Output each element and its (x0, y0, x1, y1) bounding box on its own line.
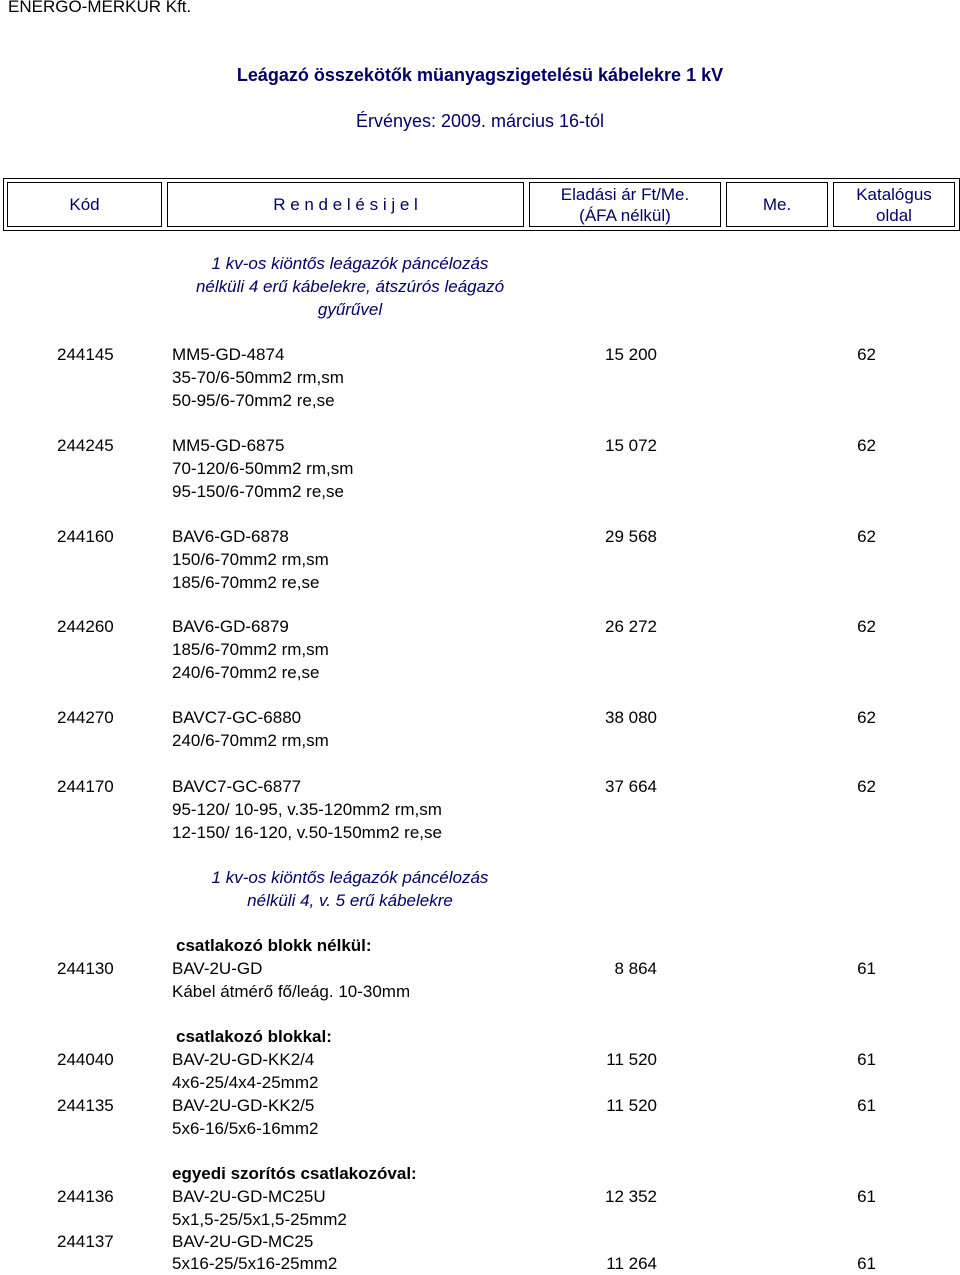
product-name: BAV6-GD-6879 (172, 617, 289, 636)
product-name: BAV6-GD-6878 (172, 527, 289, 546)
product-price: 15 072 (605, 436, 657, 455)
product-price: 26 272 (605, 617, 657, 636)
product-price: 29 568 (605, 527, 657, 546)
product-code: 244136 (57, 1187, 114, 1206)
product-code: 244130 (57, 959, 114, 978)
catalog-page: 62 (857, 527, 876, 546)
product-code: 244245 (57, 436, 114, 455)
product-price: 11 520 (606, 1096, 657, 1115)
table-header (3, 178, 960, 231)
product-code: 244137 (57, 1232, 114, 1251)
product-price: 38 080 (605, 708, 657, 727)
product-name: BAVC7-GC-6880 (172, 708, 302, 727)
product-spec: 150/6-70mm2 rm,sm (172, 550, 329, 569)
header-catalog-page: Katalógus oldal (833, 182, 955, 227)
catalog-page: 62 (857, 436, 876, 455)
product-code: 244040 (57, 1050, 114, 1069)
product-price: 11 520 (606, 1050, 657, 1069)
product-price: 37 664 (605, 777, 657, 796)
product-spec: 5x6-16/5x6-16mm2 (172, 1119, 319, 1138)
product-name: BAV-2U-GD (172, 959, 263, 978)
product-code: 244135 (57, 1096, 114, 1115)
product-spec: 185/6-70mm2 re,se (172, 573, 320, 592)
product-code: 244270 (57, 708, 114, 727)
catalog-page: 62 (857, 617, 876, 636)
header-order-code: R e n d e l é s i j e l (167, 182, 524, 227)
header-price: Eladási ár Ft/Me. (ÁFA nélkül) (529, 182, 721, 227)
catalog-page: 62 (857, 345, 876, 364)
product-spec: 70-120/6-50mm2 rm,sm (172, 459, 354, 478)
product-name: BAVC7-GC-6877 (172, 777, 302, 796)
catalog-page: 61 (857, 1254, 876, 1273)
header-unit: Me. (726, 182, 828, 227)
catalog-page: 61 (857, 1187, 876, 1206)
section-heading: 1 kv-os kiöntős leágazók páncélozás (211, 254, 489, 273)
product-code: 244160 (57, 527, 114, 546)
section-heading: gyűrűvel (317, 300, 383, 319)
product-price: 11 264 (606, 1254, 657, 1273)
product-spec: 95-150/6-70mm2 re,se (172, 482, 344, 501)
catalog-page: 61 (857, 959, 876, 978)
product-code: 244145 (57, 345, 114, 364)
product-spec: 12-150/ 16-120, v.50-150mm2 re,se (172, 823, 442, 842)
product-name: BAV-2U-GD-KK2/4 (172, 1050, 315, 1069)
page-title: Leágazó összekötők müanyagszigetelésü kábelekre 1 kV (236, 65, 724, 85)
section-heading: nélküli 4, v. 5 erű kábelekre (247, 891, 453, 910)
product-spec: 5x16-25/5x16-25mm2 (172, 1254, 338, 1273)
company-name: ENERGO-MERKUR Kft. (8, 0, 192, 16)
product-spec: 240/6-70mm2 re,se (172, 663, 320, 682)
product-name: BAV-2U-GD-MC25 (172, 1232, 314, 1251)
catalog-page: 61 (857, 1050, 876, 1069)
product-spec: 50-95/6-70mm2 re,se (172, 391, 335, 410)
validity-date: Érvényes: 2009. március 16-tól (355, 111, 605, 131)
product-name: MM5-GD-6875 (172, 436, 285, 455)
subsection-heading: csatlakozó blokk nélkül: (176, 936, 372, 955)
product-spec: Kábel átmérő fő/leág. 10-30mm (172, 982, 411, 1001)
product-name: BAV-2U-GD-MC25U (172, 1187, 326, 1206)
product-spec: 240/6-70mm2 rm,sm (172, 731, 329, 750)
product-code: 244170 (57, 777, 114, 796)
product-price: 8 864 (614, 959, 657, 978)
product-name: MM5-GD-4874 (172, 345, 285, 364)
subsection-heading: egyedi szorítós csatlakozóval: (172, 1164, 417, 1183)
product-spec: 35-70/6-50mm2 rm,sm (172, 368, 344, 387)
section-heading: nélküli 4 erű kábelekre, átszúrós leágazó (195, 277, 505, 296)
catalog-page: 62 (857, 777, 876, 796)
product-spec: 185/6-70mm2 rm,sm (172, 640, 329, 659)
subsection-heading: csatlakozó blokkal: (176, 1027, 332, 1046)
product-name: BAV-2U-GD-KK2/5 (172, 1096, 315, 1115)
product-code: 244260 (57, 617, 114, 636)
product-spec: 4x6-25/4x4-25mm2 (172, 1073, 319, 1092)
catalog-page: 61 (857, 1096, 876, 1115)
section-heading: 1 kv-os kiöntős leágazók páncélozás (211, 868, 489, 887)
product-price: 15 200 (605, 345, 657, 364)
header-code: Kód (7, 182, 162, 227)
product-spec: 95-120/ 10-95, v.35-120mm2 rm,sm (172, 800, 442, 819)
product-price: 12 352 (605, 1187, 657, 1206)
product-spec: 5x1,5-25/5x1,5-25mm2 (172, 1210, 347, 1229)
catalog-page: 62 (857, 708, 876, 727)
